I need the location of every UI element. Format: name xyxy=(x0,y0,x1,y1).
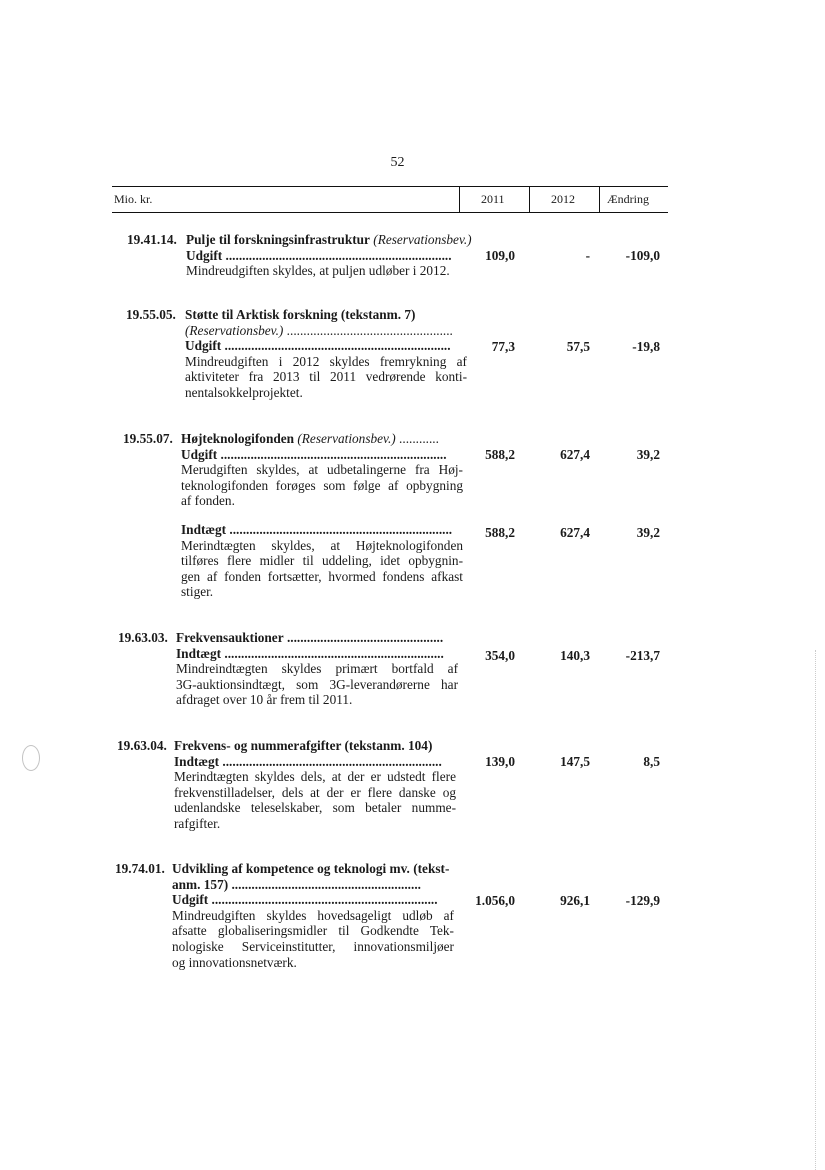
section-description: stiger. xyxy=(181,584,214,600)
section-description: Merindtægten skyldes, at Højteknologifonden xyxy=(181,537,463,553)
scan-punch-hole xyxy=(22,745,40,771)
header-bottom-rule xyxy=(112,212,668,213)
section-description: Mindreudgiften skyldes hovedsageligt udløb af xyxy=(172,907,454,923)
header-separator xyxy=(459,187,460,213)
value-2012: 926,1 xyxy=(560,893,590,908)
section-text: Udvikling af kompetence og teknologi mv. (tekst- anm. 157) ......................................................... Udgift .................................................................... Mindreudgiften skyldes hovedsageligt udløb af afsatte globaliseringsmidler til Godkendte Tek- nologiske Serviceinstitutter, innovationsmiljøer og innovationsnetværk. xyxy=(172,861,454,970)
section-title-note: (Reservationsbev.) xyxy=(185,322,284,338)
value-2011: 354,0 xyxy=(485,648,515,663)
value-change: 39,2 xyxy=(636,525,660,540)
section-title-note: (Reservationsbev.) xyxy=(297,431,396,446)
value-change: 39,2 xyxy=(636,447,660,462)
value-2011: 139,0 xyxy=(485,754,515,769)
section-text: Frekvens- og nummerafgifter (tekstanm. 104) Indtægt .................................................................. Merindtægten skyldes dels, at der er udstedt flere frekvenstilladelser, dels at der er flere danske og udenlandske teleselskaber, som betaler numme- rafgifter. xyxy=(174,738,456,831)
section-description: afsatte globaliseringsmidler til Godkendte Tek- xyxy=(172,923,454,939)
section-title: Frekvensauktioner xyxy=(176,630,284,645)
section-description: Mindreudgiften i 2012 skyldes fremrykning af xyxy=(185,353,467,369)
account-number: 19.55.07. xyxy=(123,431,173,446)
value-2011: 109,0 xyxy=(485,248,515,263)
value-2011: 588,2 xyxy=(485,447,515,462)
section-description: Merindtægten skyldes dels, at der er udstedt flere xyxy=(174,769,456,785)
entry-kind: Udgift xyxy=(172,892,209,908)
entry-kind: Indtægt xyxy=(174,753,220,769)
section-description: udenlandske teleselskaber, som betaler numme- xyxy=(174,800,456,816)
header-col-change: Ændring xyxy=(607,192,649,206)
value-2012: 57,5 xyxy=(566,339,590,354)
section-title-note: (Reservationsbev.) xyxy=(373,232,472,247)
section-title: Frekvens- og nummerafgifter (tekstanm. 104) xyxy=(174,738,433,753)
entry-kind: Indtægt xyxy=(181,522,227,537)
section-description: teknologifonden forøges som følge af opbygning xyxy=(181,477,463,493)
account-number: 19.55.05. xyxy=(126,307,176,322)
value-2012: - xyxy=(585,248,590,263)
section-title: Pulje til forskningsinfrastruktur xyxy=(186,232,370,247)
section-description: nologiske Serviceinstitutter, innovationsmiljøer xyxy=(172,938,454,954)
entry-kind: Udgift xyxy=(181,446,218,462)
value-change: -19,8 xyxy=(632,339,660,354)
section-title: Højteknologifonden xyxy=(181,431,295,446)
scan-edge-mark xyxy=(815,650,820,1170)
header-separator xyxy=(599,187,600,213)
value-2011: 1.056,0 xyxy=(475,893,515,908)
value-change: -129,9 xyxy=(625,893,660,908)
account-number: 19.41.14. xyxy=(127,232,177,247)
section-title: Udvikling af kompetence og teknologi mv. (tekst- xyxy=(172,861,450,876)
header-unit: Mio. kr. xyxy=(114,192,153,206)
value-2011: 588,2 xyxy=(485,525,515,540)
entry-kind: Udgift xyxy=(185,338,222,354)
account-number: 19.74.01. xyxy=(115,861,165,876)
section-text: Indtægt ................................................................... Merindtægten skyldes, at Højteknologifonden tilføres flere midler til uddeling, idet opbygnin- gen af fonden fortsætter, hvormed fondens afkast stiger. xyxy=(181,522,463,600)
section-text: Frekvensauktioner ............................................... Indtægt .................................................................. Mindreindtægten skyldes primært bortfald af 3G-auktionsindtægt, som 3G-leverandørerne har afdraget over 10 år frem til 2011. xyxy=(176,630,458,708)
entry-kind: Indtægt xyxy=(176,645,222,661)
account-number: 19.63.04. xyxy=(117,738,167,753)
value-change: -109,0 xyxy=(625,248,660,263)
section-description: Mindreudgiften skyldes, at puljen udløber i 2012. xyxy=(186,263,450,279)
section-description: og innovationsnetværk. xyxy=(172,954,297,970)
section-text: Støtte til Arktisk forskning (tekstanm. 7) (Reservationsbev.) .................................................. Udgift .................................................................... Mindreudgiften i 2012 skyldes fremrykning af aktiviteter fra 2013 til 2011 vedrørende konti- nentalsokkelprojektet. xyxy=(185,307,467,400)
section-description: gen af fonden fortsætter, hvormed fondens afkast xyxy=(181,568,463,584)
header-col-2011: 2011 xyxy=(481,192,505,206)
section-description: Mindreindtægten skyldes primært bortfald af xyxy=(176,661,458,677)
header-top-rule xyxy=(112,186,668,187)
section-description: tilføres flere midler til uddeling, idet opbygnin- xyxy=(181,553,463,569)
header-separator xyxy=(529,187,530,213)
section-title: anm. 157) xyxy=(172,876,229,892)
section-description: Merudgiften skyldes, at udbetalingerne fra Høj- xyxy=(181,462,463,478)
section-text: Pulje til forskningsinfrastruktur (Reservationsbev.) Udgift .................................................................... Mindreudgiften skyldes, at puljen udløber i 2012. xyxy=(186,232,486,279)
value-2011: 77,3 xyxy=(491,339,515,354)
value-change: 8,5 xyxy=(643,754,660,769)
value-2012: 627,4 xyxy=(560,447,590,462)
value-2012: 627,4 xyxy=(560,525,590,540)
value-2012: 147,5 xyxy=(560,754,590,769)
section-description: aktiviteter fra 2013 til 2011 vedrørende konti- xyxy=(185,369,467,385)
section-text: Højteknologifonden (Reservationsbev.) ............ Udgift .................................................................... Merudgiften skyldes, at udbetalingerne fra Høj- teknologifonden forøges som følge af opbygning af fonden. xyxy=(181,431,463,509)
entry-kind: Udgift xyxy=(186,247,223,263)
section-description: rafgifter. xyxy=(174,815,221,831)
section-description: afdraget over 10 år frem til 2011. xyxy=(176,692,353,708)
section-description: frekvenstilladelser, dels at der er flere danske og xyxy=(174,784,456,800)
value-2012: 140,3 xyxy=(560,648,590,663)
section-description: nentalsokkelprojektet. xyxy=(185,384,303,400)
section-title: Støtte til Arktisk forskning (tekstanm. 7) xyxy=(185,307,416,322)
value-change: -213,7 xyxy=(625,648,660,663)
page-number: 52 xyxy=(390,155,405,170)
section-description: 3G-auktionsindtægt, som 3G-leverandørerne har xyxy=(176,676,458,692)
account-number: 19.63.03. xyxy=(118,630,168,645)
section-description: af fonden. xyxy=(181,493,235,509)
header-col-2012: 2012 xyxy=(551,192,575,206)
